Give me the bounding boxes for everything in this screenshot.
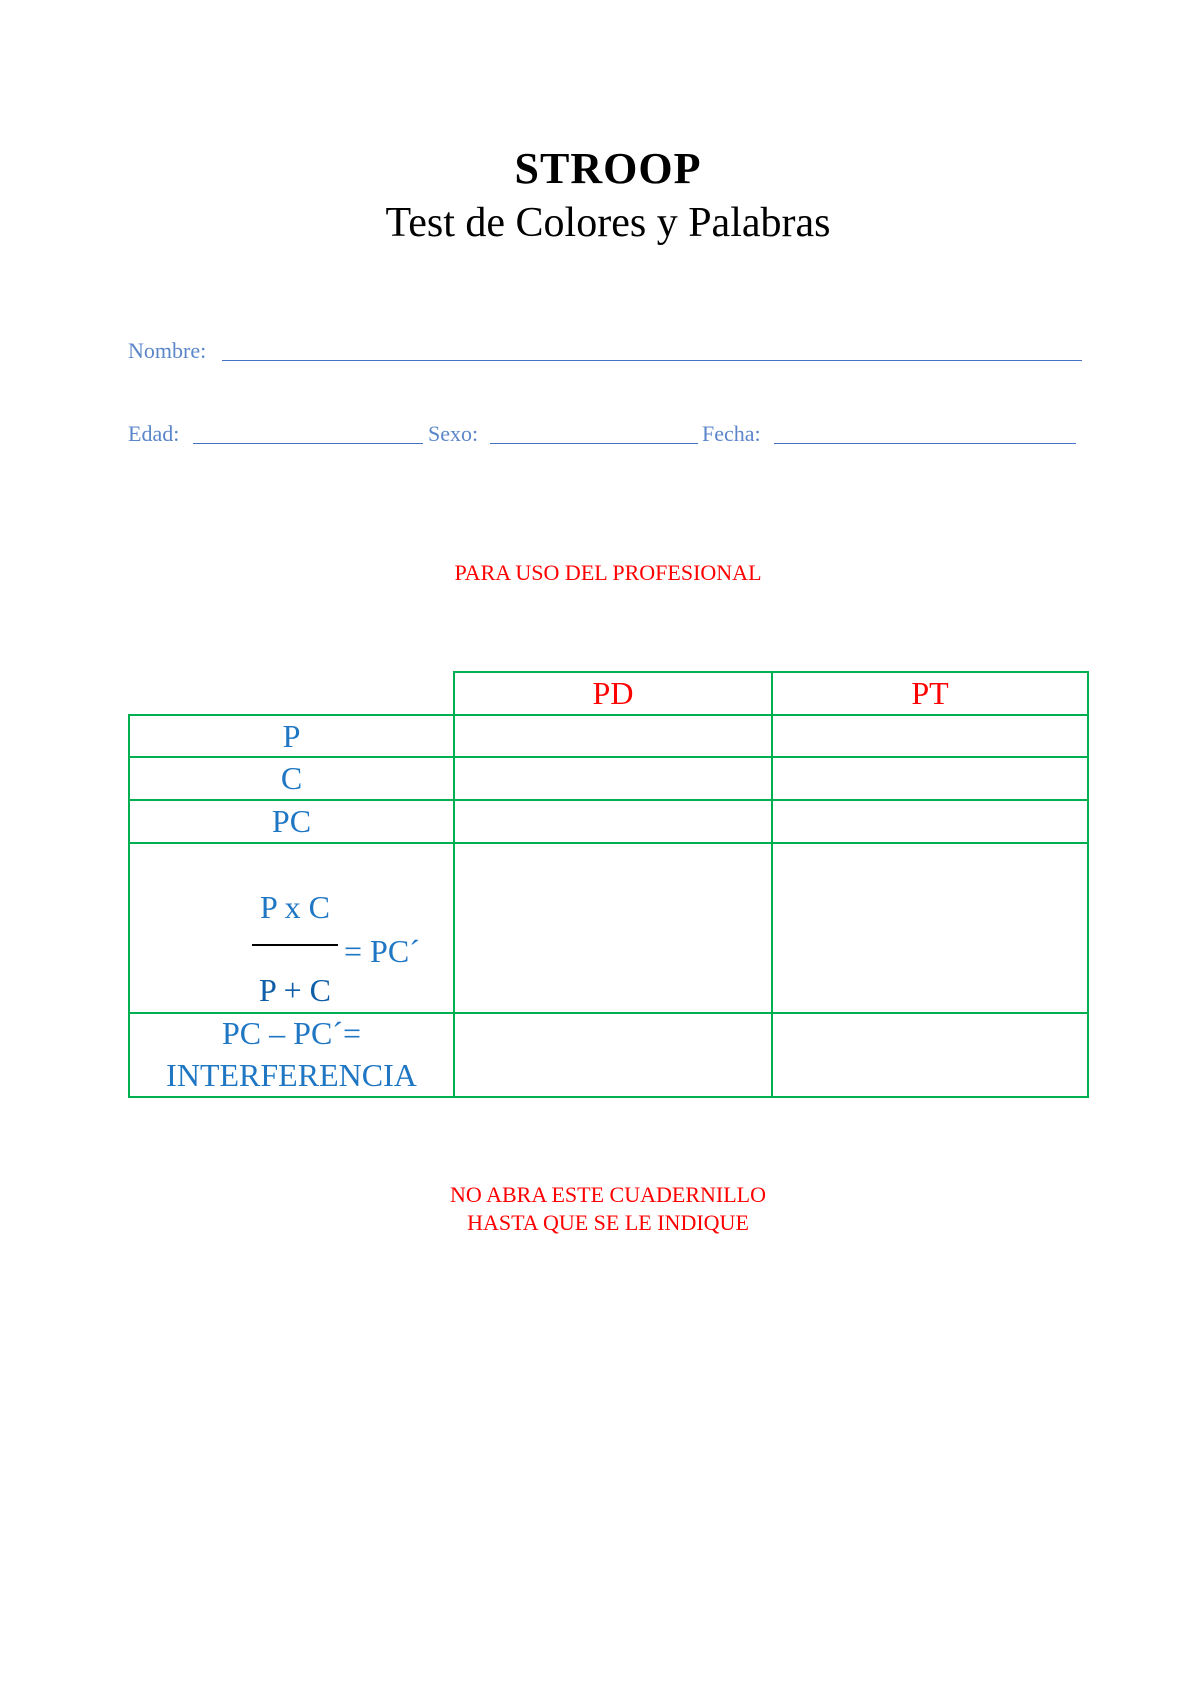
cell-p-pd[interactable]: [455, 716, 771, 756]
notice-line-1: NO ABRA ESTE CUADERNILLO: [450, 1182, 766, 1207]
date-label: Fecha:: [702, 421, 761, 446]
date-field[interactable]: [774, 443, 1076, 444]
cell-c-pd[interactable]: [455, 758, 771, 799]
age-label: Edad:: [128, 421, 180, 446]
fraction-bar: [252, 944, 338, 946]
document-subtitle: Test de Colores y Palabras: [385, 200, 831, 246]
sex-label: Sexo:: [428, 421, 479, 446]
professional-use-heading: PARA USO DEL PROFESIONAL: [454, 560, 762, 585]
document-title: STROOP: [514, 144, 702, 193]
cell-interference-pd[interactable]: [455, 1014, 771, 1096]
row-label-pc: PC: [271, 803, 312, 839]
column-header-pt: PT: [911, 675, 949, 711]
formula-result: = PC´: [344, 933, 420, 969]
sex-field[interactable]: [490, 443, 698, 444]
interference-label-line1: PC – PC´=: [222, 1015, 361, 1051]
age-field[interactable]: [193, 443, 423, 444]
name-label: Nombre:: [128, 338, 207, 363]
row-label-c: C: [280, 760, 303, 796]
cell-pcprime-pt[interactable]: [773, 844, 1087, 1012]
cell-pc-pd[interactable]: [455, 801, 771, 842]
cell-pcprime-pd[interactable]: [455, 844, 771, 1012]
interference-label-line2: INTERFERENCIA: [166, 1057, 417, 1093]
row-label-p: P: [282, 718, 301, 754]
formula-denominator: P + C: [259, 972, 331, 1008]
cell-interference-pt[interactable]: [773, 1014, 1087, 1096]
notice-line-2: HASTA QUE SE LE INDIQUE: [467, 1210, 749, 1235]
cell-c-pt[interactable]: [773, 758, 1087, 799]
formula-numerator: P x C: [260, 889, 330, 925]
cell-p-pt[interactable]: [773, 716, 1087, 756]
column-header-pd: PD: [592, 675, 634, 711]
name-field[interactable]: [222, 360, 1082, 361]
cell-pc-pt[interactable]: [773, 801, 1087, 842]
